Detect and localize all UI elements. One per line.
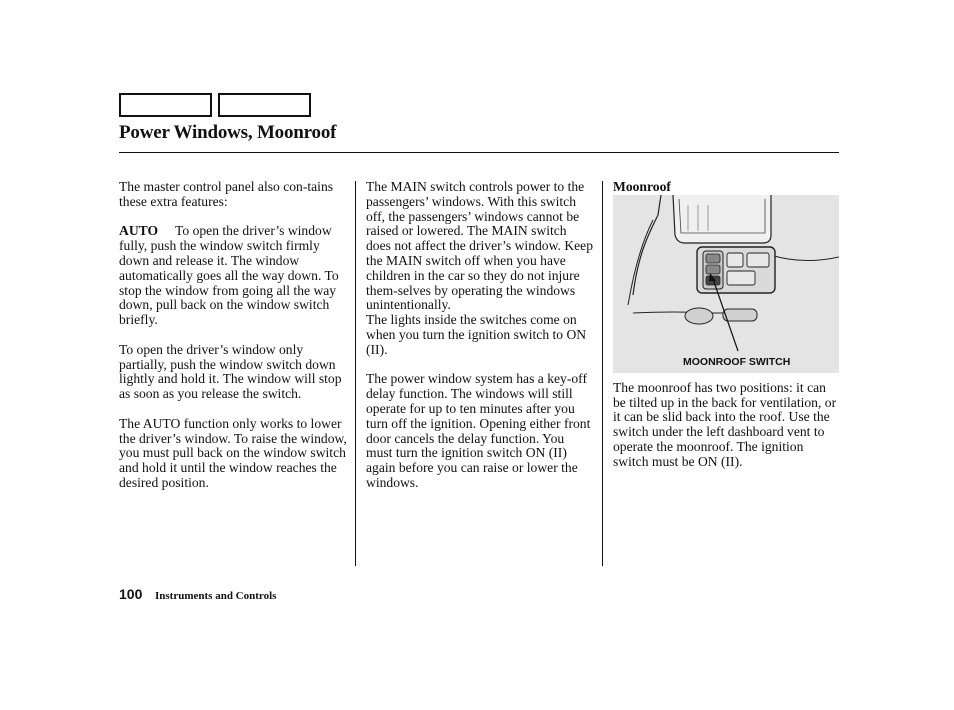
partial-open-paragraph: To open the driver’s window only partially, push the window switch down lightly and hold it. The window will stop as soon as you release the switch. bbox=[119, 341, 342, 402]
moonroof-illustration bbox=[613, 195, 839, 373]
page-number: 100 bbox=[119, 586, 143, 602]
main-switch-paragraph: The MAIN switch controls power to the passengers’ windows. With this switch off, the passengers’ windows cannot be raised or lowered. The MAIN switch does not affect the driver’s window. Keep the MAIN switch off when you have children in the car so they do not injure them-selves by operating the windows unintentionally. bbox=[366, 179, 593, 313]
illustration-caption: MOONROOF SWITCH bbox=[683, 355, 791, 368]
dashboard-illustration-icon bbox=[613, 195, 839, 373]
auto-paragraph bbox=[119, 224, 347, 328]
lights-paragraph: The lights inside the switches come on when you turn the ignition switch to ON (II). bbox=[366, 312, 587, 357]
auto-text: To open the driver’s window fully, push the window switch firmly down and release it. The window automatically goes all the way down. To stop the window from going all the way down, pull back on the window switch briefly. bbox=[119, 223, 339, 328]
nav-tab-box-1[interactable] bbox=[119, 93, 212, 117]
intro-paragraph: The master control panel also con-tains these extra features: bbox=[119, 179, 334, 209]
column-middle bbox=[366, 180, 594, 491]
moonroof-heading: Moonroof bbox=[613, 179, 671, 194]
nav-tab-box-2[interactable] bbox=[218, 93, 311, 117]
section-name: Instruments and Controls bbox=[155, 590, 277, 602]
auto-only-paragraph: The AUTO function only works to lower the driver’s window. To raise the window, you must pull back on the window switch and hold it until the window reaches the desired position. bbox=[119, 415, 347, 490]
column-right bbox=[613, 180, 841, 470]
column-divider-1 bbox=[355, 181, 356, 566]
column-divider-2 bbox=[602, 181, 603, 566]
page-title: Power Windows, Moonroof bbox=[119, 122, 337, 143]
auto-label: AUTO bbox=[119, 223, 159, 239]
title-divider bbox=[119, 152, 839, 153]
moonroof-paragraph: The moonroof has two positions: it can be tilted up in the back for ventilation, or it can be slid back into the roof. Use the switch under the left dashboard vent to operate the moonroof. The ignition switch must be ON (II). bbox=[613, 379, 837, 469]
column-left bbox=[119, 180, 347, 491]
delay-paragraph: The power window system has a key-off delay function. The windows will still operate for up to ten minutes after you turn off the ignition. Opening either front door cancels the delay function. You must turn the ignition switch ON (II) again before you can raise or lower the windows. bbox=[366, 371, 591, 490]
